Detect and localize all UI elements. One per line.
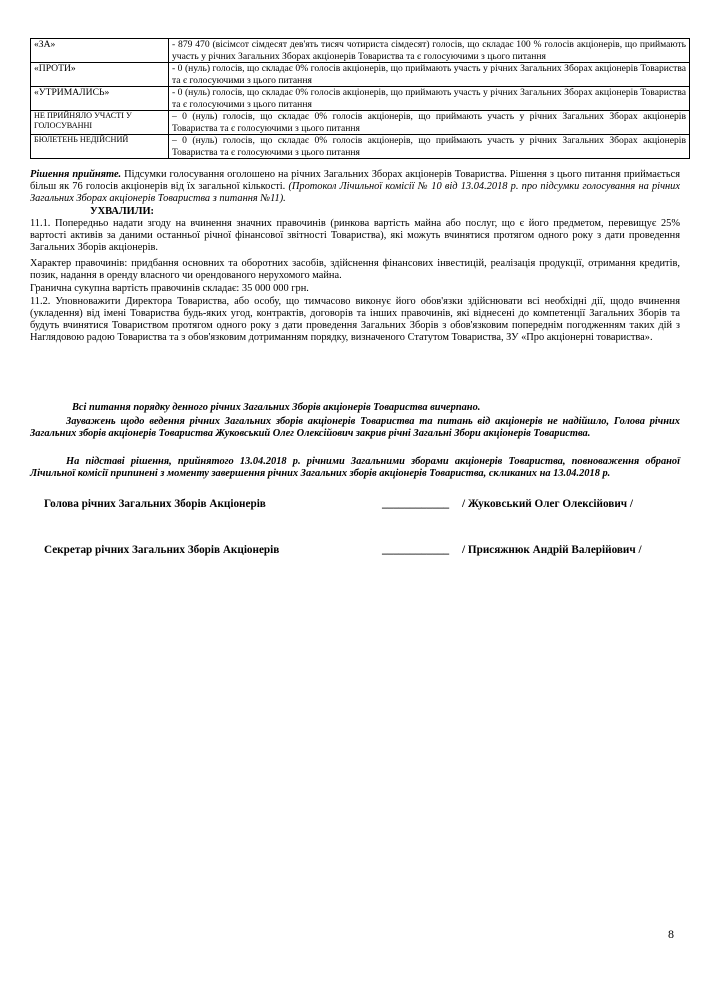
resolution-11-1: 11.1. Попередньо надати згоду на вчинення значних правочинів (ринкова вартість майна або послуг, що є його предметом, перевищує 25% вартості активів за даними останньої річної фінансової звітності Товариства), які можуть вчинятися протягом одного року з дати проведення Загальних Зборів акціонерів. (30, 218, 680, 253)
signature-line: ____________ (382, 544, 450, 556)
vote-label-abstained: «УТРИМАЛИСЬ» (31, 87, 169, 111)
signature-name: / Присяжнюк Андрій Валерійович / (462, 544, 642, 556)
closing-no-remarks: Зауважень щодо ведення річних Загальних зборів акціонерів Товариства та питань від акціонерів не надійшло, Голова річних Загальних зборів акціонерів Товариства Жуковський Олег Олексійович закрив річні Загальні Збори акціонерів Товариства. (30, 416, 680, 439)
vote-label-for: «ЗА» (31, 39, 169, 63)
table-row (31, 87, 690, 111)
table-row (31, 111, 690, 135)
signature-role: Секретар річних Загальних Зборів Акціонерів (44, 544, 280, 556)
signature-line: ____________ (382, 498, 450, 510)
vote-results-table (30, 38, 690, 159)
signature-name: / Жуковський Олег Олексійович / (462, 498, 633, 510)
vote-value-not-participated: – 0 (нуль) голосів, що складає 0% голосів акціонерів, що приймають участь у річних Загальних Зборах акціонерів Товариства та є голосуючими з цього питання (169, 111, 690, 135)
table-row (31, 39, 690, 63)
vote-label-against: «ПРОТИ» (31, 63, 169, 87)
resolved-heading: УХВАЛИЛИ: (90, 206, 155, 217)
table-row (31, 135, 690, 159)
resolution-11-2: 11.2. Уповноважити Директора Товариства, або особу, що тимчасово виконує його обов'язки здійснювати всі необхідні дії, щодо вчинення (укладення) від імені Товариства будь-яких угод, контрактів, договорів та інших правочинів, які віднесені до компетенції Загальних Зборів та будуть вчинятися Товариством протягом одного року з дати проведення Загальних Зборів з обов'язковим попереднім погодженням таких дій з Наглядовою радою Товариства та з обов'язковим дотриманням порядку, визначеного Статутом Товариства, ЗУ «Про акціонерні товариства». (30, 296, 680, 343)
vote-label-not-participated: НЕ ПРИЙНЯЛО УЧАСТІ У ГОЛОСУВАННІ (31, 111, 169, 135)
decision-text: Підсумки голосування оголошено на річних Загальних Зборах акціонерів Товариства. Рішення з цього питання приймається більш як 76 голосів акціонерів від їх загальної кількості. (30, 169, 680, 192)
transactions-max-value: Гранична сукупна вартість правочинів складає: 35 000 000 грн. (30, 283, 309, 294)
signature-role: Голова річних Загальних Зборів Акціонерів (44, 498, 266, 510)
table-row (31, 63, 690, 87)
transactions-character: Характер правочинів: придбання основних та оборотних засобів, здійснення фінансових інвестицій, реалізація продукції, отримання кредитів, позик, надання в оренду власного чи орендованого нерухомого майна. (30, 258, 680, 281)
closing-agenda-exhausted: Всі питання порядку денного річних Загальних Зборів акціонерів Товариства вичерпано. (72, 402, 481, 413)
vote-label-invalid-ballot: БЮЛЕТЕНЬ НЕДІЙСНИЙ (31, 135, 169, 159)
vote-value-invalid-ballot: – 0 (нуль) голосів, що складає 0% голосів акціонерів, що приймають участь у річних Загальних Зборах акціонерів Товариства та є голосуючими з цього питання (169, 135, 690, 159)
closing-counting-commission: На підставі рішення, прийнятого 13.04.2018 р. річними Загальними зборами акціонерів Товариства, повноваження обраної Лічильної комісії припинені з моменту завершення річних Загальних зборів акціонерів Товариства, скликаних на 13.04.2018 р. (30, 456, 680, 479)
vote-value-abstained: - 0 (нуль) голосів, що складає 0% голосів акціонерів, що приймають участь у річних Загальних Зборах акціонерів Товариства та є голосуючими з цього питання (169, 87, 690, 111)
page-number: 8 (668, 927, 674, 941)
decision-paragraph (30, 169, 680, 205)
vote-value-for: - 879 470 (вісімсот сімдесят дев'ять тисяч чотириста сімдесят) голосів, що складає 100 % голосів акціонерів, що приймають участь у річних Загальних Зборах акціонерів Товариства та є голосуючими з цього питання (169, 39, 690, 63)
decision-protocol: (Протокол Лічильної комісії № 10 від 13.04.2018 р. про підсумки голосування на річних Загальних Зборах акціонерів Товариства з питання №11). (30, 181, 680, 204)
decision-lead: Рішення прийняте. (30, 169, 122, 180)
vote-value-against: - 0 (нуль) голосів, що складає 0% голосів акціонерів, що приймають участь у річних Загальних Зборах акціонерів Товариства та є голосуючими з цього питання (169, 63, 690, 87)
